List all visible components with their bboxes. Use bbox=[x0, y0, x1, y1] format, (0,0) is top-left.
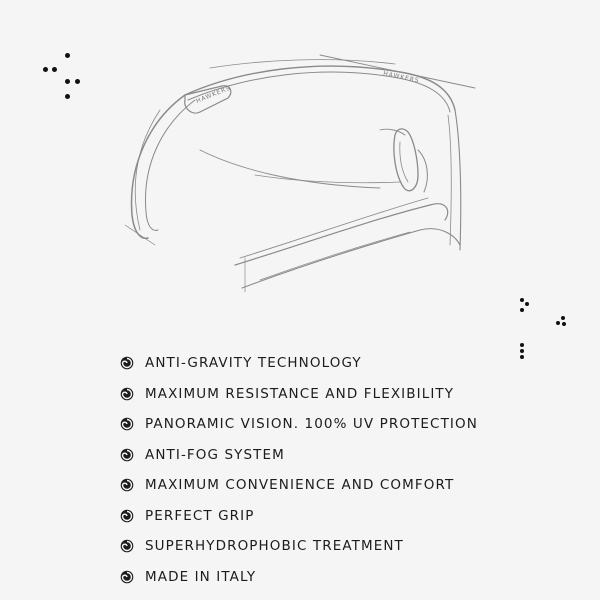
feature-label: PERFECT GRIP bbox=[145, 507, 255, 524]
feature-label: ANTI-FOG SYSTEM bbox=[145, 446, 285, 463]
feature-item bbox=[120, 348, 478, 379]
swirl-bullet-icon bbox=[120, 356, 134, 370]
swirl-bullet-icon bbox=[120, 570, 134, 584]
feature-list bbox=[120, 348, 478, 592]
swirl-bullet-icon bbox=[120, 478, 134, 492]
feature-label: PANORAMIC VISION. 100% UV PROTECTION bbox=[145, 416, 478, 433]
feature-label: MAXIMUM RESISTANCE AND FLEXIBILITY bbox=[145, 385, 455, 402]
feature-item bbox=[120, 531, 478, 562]
temple-engraving-text: HAWKERS bbox=[382, 70, 421, 85]
swirl-bullet-icon bbox=[120, 387, 134, 401]
swirl-bullet-icon bbox=[120, 539, 134, 553]
feature-item bbox=[120, 379, 478, 410]
swirl-bullet-icon bbox=[120, 509, 134, 523]
feature-item bbox=[120, 501, 478, 532]
feature-label: ANTI-GRAVITY TECHNOLOGY bbox=[145, 355, 362, 372]
swirl-bullet-icon bbox=[120, 417, 134, 431]
swirl-bullet-icon bbox=[120, 448, 134, 462]
feature-item bbox=[120, 440, 478, 471]
feature-item bbox=[120, 562, 478, 593]
lens-engraving-text: HAWKERS bbox=[195, 84, 232, 105]
feature-item bbox=[120, 409, 478, 440]
feature-label: MAXIMUM CONVENIENCE AND COMFORT bbox=[145, 477, 455, 494]
feature-label: SUPERHYDROPHOBIC TREATMENT bbox=[145, 538, 404, 555]
feature-label: MADE IN ITALY bbox=[145, 568, 257, 585]
feature-item bbox=[120, 470, 478, 501]
